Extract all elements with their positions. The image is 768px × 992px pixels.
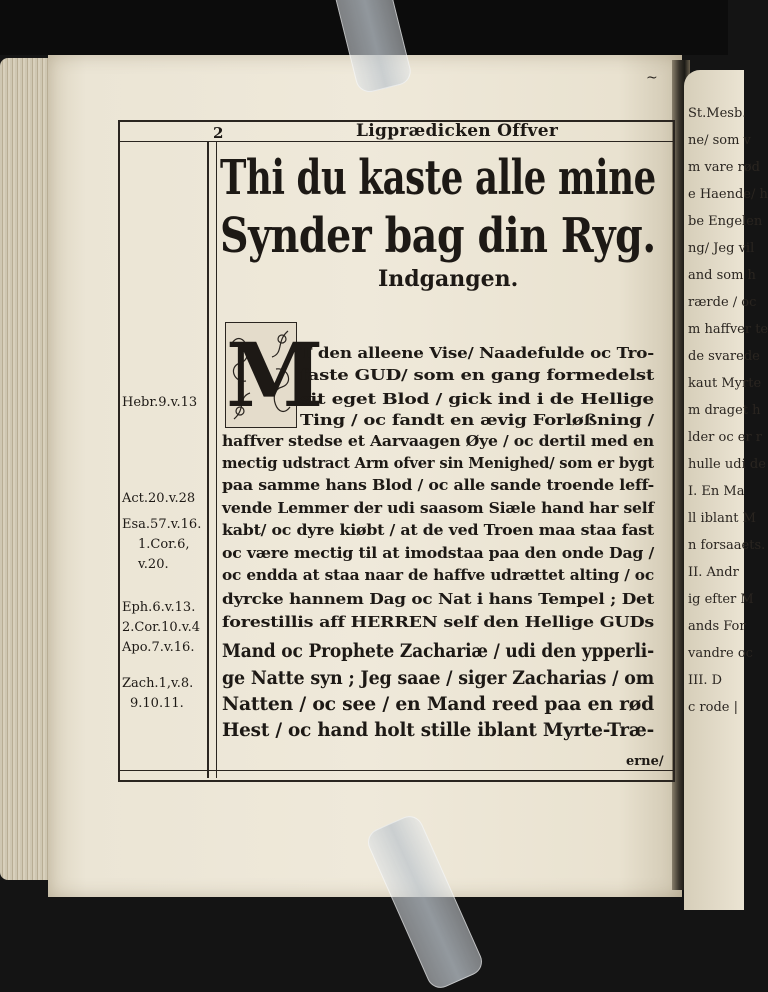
- facing-page-line: kaut Myrte: [688, 376, 762, 391]
- body-line: dyrcke hannem Dag oc Nat i hans Tempel ; Det: [222, 590, 654, 608]
- body-line: mectig udstract Arm ofver sin Menighed/ som er bygt: [222, 454, 654, 472]
- body-line: Natten / oc see / en Mand reed paa en rød: [222, 693, 654, 715]
- page-corner-mark: ~: [646, 70, 658, 86]
- facing-page-line: ne/ som v: [688, 133, 751, 148]
- facing-page-line: ng/ Jeg vil: [688, 241, 755, 256]
- facing-page-line: be Engelen: [688, 214, 763, 229]
- facing-page-line: m haffver te: [688, 322, 768, 337]
- margin-note: v.20.: [138, 557, 169, 572]
- facing-page-line: rærde / oc: [688, 295, 757, 310]
- body-line: oc være mectig til at imodstaa paa den onde Dag /: [222, 544, 654, 562]
- body-line: sit eget Blod / gick ind i de Hellige: [300, 390, 654, 408]
- facing-page-line: de svarede: [688, 349, 760, 364]
- page-number: 2: [213, 124, 224, 142]
- head-rule: [118, 141, 673, 142]
- facing-page: [684, 70, 768, 910]
- margin-note: 9.10.11.: [130, 696, 184, 711]
- margin-note: Apo.7.v.16.: [122, 640, 195, 655]
- title-line-1: Thi du kaste alle mine: [220, 150, 656, 206]
- initial-letter: M: [226, 323, 324, 427]
- facing-page-line: II. Andr: [688, 565, 739, 580]
- body-line: ge Natte syn ; Jeg saae / siger Zacharias / om: [222, 667, 654, 689]
- margin-note: Eph.6.v.13.: [122, 600, 196, 615]
- margin-note: 1.Cor.6,: [138, 537, 190, 552]
- facing-page-line: n forsaaets.: [688, 538, 766, 553]
- decorated-initial: [225, 322, 324, 428]
- margin-note: Zach.1,v.8.: [122, 676, 194, 691]
- facing-page-line: and som h: [688, 268, 756, 283]
- facing-page-line: I. En Ma: [688, 484, 745, 499]
- facing-page-line: m draget h: [688, 403, 761, 418]
- foot-rule: [118, 770, 673, 771]
- margin-note: Hebr.9.v.13: [122, 395, 198, 410]
- margin-note: Act.20.v.28: [122, 491, 196, 506]
- facing-page-line: vandre oc: [688, 646, 753, 661]
- facing-page-line: St.Mesb.: [688, 106, 747, 121]
- body-line: Hest / oc hand holt stille iblant Myrte-Træ-: [222, 719, 654, 741]
- body-line: faste GUD/ som en gang formedelst: [300, 366, 654, 384]
- margin-note: Esa.57.v.16.: [122, 517, 202, 532]
- facing-page-line: e Haende/ h: [688, 187, 768, 202]
- margin-rule-inner: [216, 141, 217, 778]
- body-line: kabt/ oc dyre kiøbt / at de ved Troen maa staa fast: [222, 521, 654, 539]
- facing-page-line: hulle udi de: [688, 457, 766, 472]
- facing-page-line: III. D: [688, 673, 723, 688]
- facing-page-line: lder oc er r: [688, 430, 763, 445]
- section-heading: Indgangen.: [378, 266, 519, 292]
- body-line: Mand oc Prophete Zachariæ / udi den ypperli-: [222, 640, 654, 662]
- facing-page-line: ig efter M: [688, 592, 754, 607]
- running-head: Ligprædicken Offver: [356, 121, 559, 141]
- body-line: Ting / oc fandt en ævig Forløßning /: [300, 411, 654, 429]
- facing-page-line: m vare rød: [688, 160, 760, 175]
- facing-page-line: ll iblant M: [688, 511, 756, 526]
- body-line: vende Lemmer der udi saasom Siæle hand har self: [222, 499, 654, 517]
- body-line: oc endda at staa naar de haffve udrættet alting / oc: [222, 566, 654, 584]
- margin-note: 2.Cor.10.v.4: [122, 620, 200, 635]
- body-line: paa samme hans Blod / oc alle sande troende leff-: [222, 476, 654, 494]
- body-line: forestillis aff HERREN self den Hellige GUDs: [222, 613, 654, 631]
- margin-rule: [207, 141, 209, 778]
- body-line: haffver stedse et Aarvaagen Øye / oc dertil med en: [222, 432, 654, 450]
- facing-page-line: ands For: [688, 619, 746, 634]
- catchword: erne/: [626, 754, 664, 769]
- body-line: T den alleene Vise/ Naadefulde oc Tro-: [300, 344, 654, 362]
- title-line-2: Synder bag din Ryg.: [220, 208, 656, 264]
- facing-page-line: c rode |: [688, 700, 738, 715]
